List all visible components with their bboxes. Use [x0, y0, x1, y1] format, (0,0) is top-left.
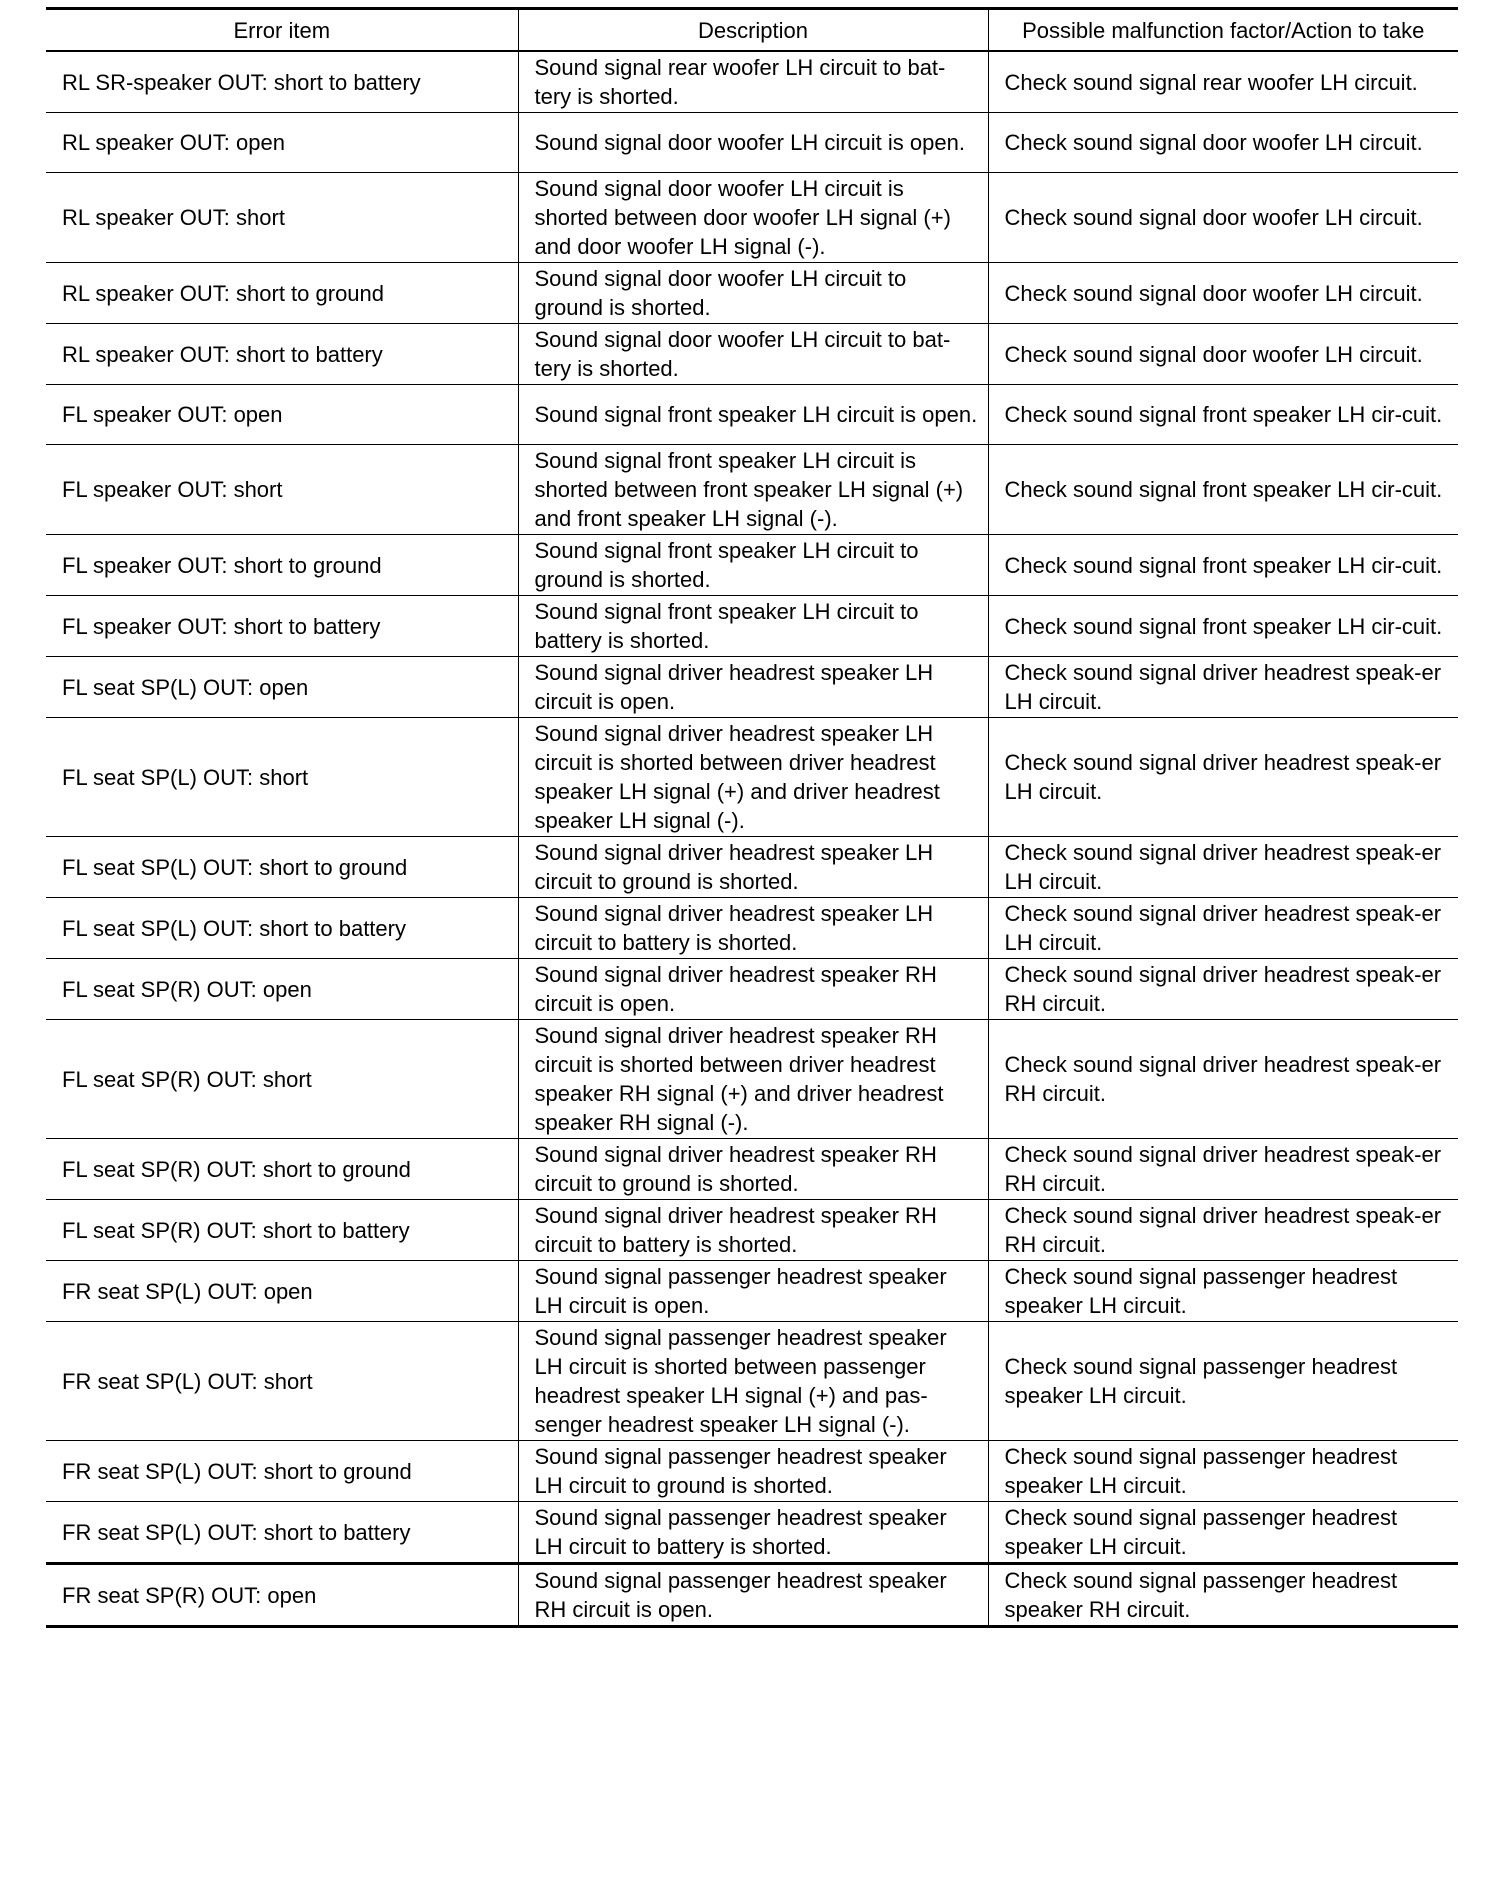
table-body — [46, 51, 1458, 1627]
table-row — [46, 1139, 1458, 1200]
table-row — [46, 173, 1458, 263]
table-row — [46, 51, 1458, 113]
error-item-cell: FL seat SP(L) OUT: short to battery — [46, 898, 518, 959]
table-row — [46, 1200, 1458, 1261]
table-row — [46, 898, 1458, 959]
description-cell: Sound signal driver headrest speaker LH circuit to battery is shorted. — [518, 898, 988, 959]
error-item-cell: RL speaker OUT: short to ground — [46, 263, 518, 324]
table-row — [46, 535, 1458, 596]
description-cell: Sound signal passenger headrest speaker LH circuit to ground is shorted. — [518, 1441, 988, 1502]
table-row — [46, 596, 1458, 657]
header-description: Description — [518, 9, 988, 52]
error-item-cell: RL speaker OUT: short — [46, 173, 518, 263]
error-item-cell: FR seat SP(R) OUT: open — [46, 1564, 518, 1627]
description-cell: Sound signal passenger headrest speaker RH circuit is open. — [518, 1564, 988, 1627]
error-item-cell: FL speaker OUT: open — [46, 385, 518, 445]
error-item-cell: FL speaker OUT: short to battery — [46, 596, 518, 657]
description-cell: Sound signal driver headrest speaker LH circuit is shorted between driver headrest speaker LH signal (+) and driver headrest speaker LH signal (-). — [518, 718, 988, 837]
error-item-cell: FR seat SP(L) OUT: short — [46, 1322, 518, 1441]
table-row — [46, 1502, 1458, 1564]
error-item-table — [46, 7, 1458, 1628]
error-item-cell: FL seat SP(R) OUT: short to ground — [46, 1139, 518, 1200]
error-item-cell: FL speaker OUT: short — [46, 445, 518, 535]
description-cell: Sound signal passenger headrest speaker LH circuit is shorted between passenger headrest speaker LH signal (+) and pas-senger headrest speaker LH signal (-). — [518, 1322, 988, 1441]
error-item-cell: RL SR-speaker OUT: short to battery — [46, 51, 518, 113]
action-cell: Check sound signal driver headrest speak-er RH circuit. — [988, 1139, 1458, 1200]
action-cell: Check sound signal passenger headrest speaker LH circuit. — [988, 1322, 1458, 1441]
description-cell: Sound signal passenger headrest speaker LH circuit to battery is shorted. — [518, 1502, 988, 1564]
description-cell: Sound signal front speaker LH circuit is open. — [518, 385, 988, 445]
error-item-cell: FL seat SP(L) OUT: open — [46, 657, 518, 718]
action-cell: Check sound signal door woofer LH circuit. — [988, 263, 1458, 324]
description-cell: Sound signal driver headrest speaker RH circuit is shorted between driver headrest speaker RH signal (+) and driver headrest speaker RH signal (-). — [518, 1020, 988, 1139]
description-cell: Sound signal front speaker LH circuit to ground is shorted. — [518, 535, 988, 596]
action-cell: Check sound signal door woofer LH circuit. — [988, 324, 1458, 385]
error-item-cell: FR seat SP(L) OUT: short to ground — [46, 1441, 518, 1502]
error-item-cell: FL seat SP(R) OUT: short to battery — [46, 1200, 518, 1261]
table-row — [46, 1020, 1458, 1139]
error-item-cell: FR seat SP(L) OUT: short to battery — [46, 1502, 518, 1564]
description-cell: Sound signal door woofer LH circuit to ground is shorted. — [518, 263, 988, 324]
error-item-cell: FL speaker OUT: short to ground — [46, 535, 518, 596]
table-row — [46, 959, 1458, 1020]
action-cell: Check sound signal passenger headrest speaker LH circuit. — [988, 1441, 1458, 1502]
description-cell: Sound signal driver headrest speaker RH circuit to ground is shorted. — [518, 1139, 988, 1200]
action-cell: Check sound signal driver headrest speak-er LH circuit. — [988, 837, 1458, 898]
description-cell: Sound signal rear woofer LH circuit to bat-tery is shorted. — [518, 51, 988, 113]
description-cell: Sound signal driver headrest speaker RH circuit to battery is shorted. — [518, 1200, 988, 1261]
table-row — [46, 718, 1458, 837]
description-cell: Sound signal front speaker LH circuit to battery is shorted. — [518, 596, 988, 657]
description-cell: Sound signal driver headrest speaker LH circuit is open. — [518, 657, 988, 718]
table-row — [46, 1322, 1458, 1441]
error-item-cell: FL seat SP(L) OUT: short — [46, 718, 518, 837]
description-cell: Sound signal driver headrest speaker LH circuit to ground is shorted. — [518, 837, 988, 898]
description-cell: Sound signal door woofer LH circuit is open. — [518, 113, 988, 173]
action-cell: Check sound signal front speaker LH cir-cuit. — [988, 445, 1458, 535]
table-row — [46, 263, 1458, 324]
table-row — [46, 324, 1458, 385]
header-action: Possible malfunction factor/Action to take — [988, 9, 1458, 52]
action-cell: Check sound signal front speaker LH cir-cuit. — [988, 535, 1458, 596]
error-item-cell: FL seat SP(R) OUT: open — [46, 959, 518, 1020]
action-cell: Check sound signal door woofer LH circuit. — [988, 113, 1458, 173]
table-row — [46, 657, 1458, 718]
table-row — [46, 1441, 1458, 1502]
action-cell: Check sound signal driver headrest speak-er LH circuit. — [988, 657, 1458, 718]
action-cell: Check sound signal front speaker LH cir-cuit. — [988, 385, 1458, 445]
action-cell: Check sound signal driver headrest speak-er RH circuit. — [988, 1200, 1458, 1261]
action-cell: Check sound signal door woofer LH circuit. — [988, 173, 1458, 263]
description-cell: Sound signal door woofer LH circuit is shorted between door woofer LH signal (+) and door woofer LH signal (-). — [518, 173, 988, 263]
table-row — [46, 1261, 1458, 1322]
error-item-cell: FR seat SP(L) OUT: open — [46, 1261, 518, 1322]
action-cell: Check sound signal passenger headrest speaker RH circuit. — [988, 1564, 1458, 1627]
action-cell: Check sound signal driver headrest speak-er LH circuit. — [988, 898, 1458, 959]
error-item-cell: FL seat SP(R) OUT: short — [46, 1020, 518, 1139]
table-row — [46, 837, 1458, 898]
error-item-cell: FL seat SP(L) OUT: short to ground — [46, 837, 518, 898]
error-item-cell: RL speaker OUT: open — [46, 113, 518, 173]
action-cell: Check sound signal passenger headrest speaker LH circuit. — [988, 1261, 1458, 1322]
action-cell: Check sound signal driver headrest speak-er LH circuit. — [988, 718, 1458, 837]
action-cell: Check sound signal driver headrest speak-er RH circuit. — [988, 959, 1458, 1020]
table-row — [46, 385, 1458, 445]
description-cell: Sound signal front speaker LH circuit is shorted between front speaker LH signal (+) and front speaker LH signal (-). — [518, 445, 988, 535]
description-cell: Sound signal passenger headrest speaker LH circuit is open. — [518, 1261, 988, 1322]
table-row — [46, 113, 1458, 173]
description-cell: Sound signal driver headrest speaker RH circuit is open. — [518, 959, 988, 1020]
table-header-row — [46, 9, 1458, 52]
header-error-item: Error item — [46, 9, 518, 52]
action-cell: Check sound signal passenger headrest speaker LH circuit. — [988, 1502, 1458, 1564]
table-row — [46, 445, 1458, 535]
error-item-cell: RL speaker OUT: short to battery — [46, 324, 518, 385]
action-cell: Check sound signal rear woofer LH circuit. — [988, 51, 1458, 113]
action-cell: Check sound signal front speaker LH cir-cuit. — [988, 596, 1458, 657]
description-cell: Sound signal door woofer LH circuit to bat-tery is shorted. — [518, 324, 988, 385]
action-cell: Check sound signal driver headrest speak-er RH circuit. — [988, 1020, 1458, 1139]
table-row — [46, 1564, 1458, 1627]
